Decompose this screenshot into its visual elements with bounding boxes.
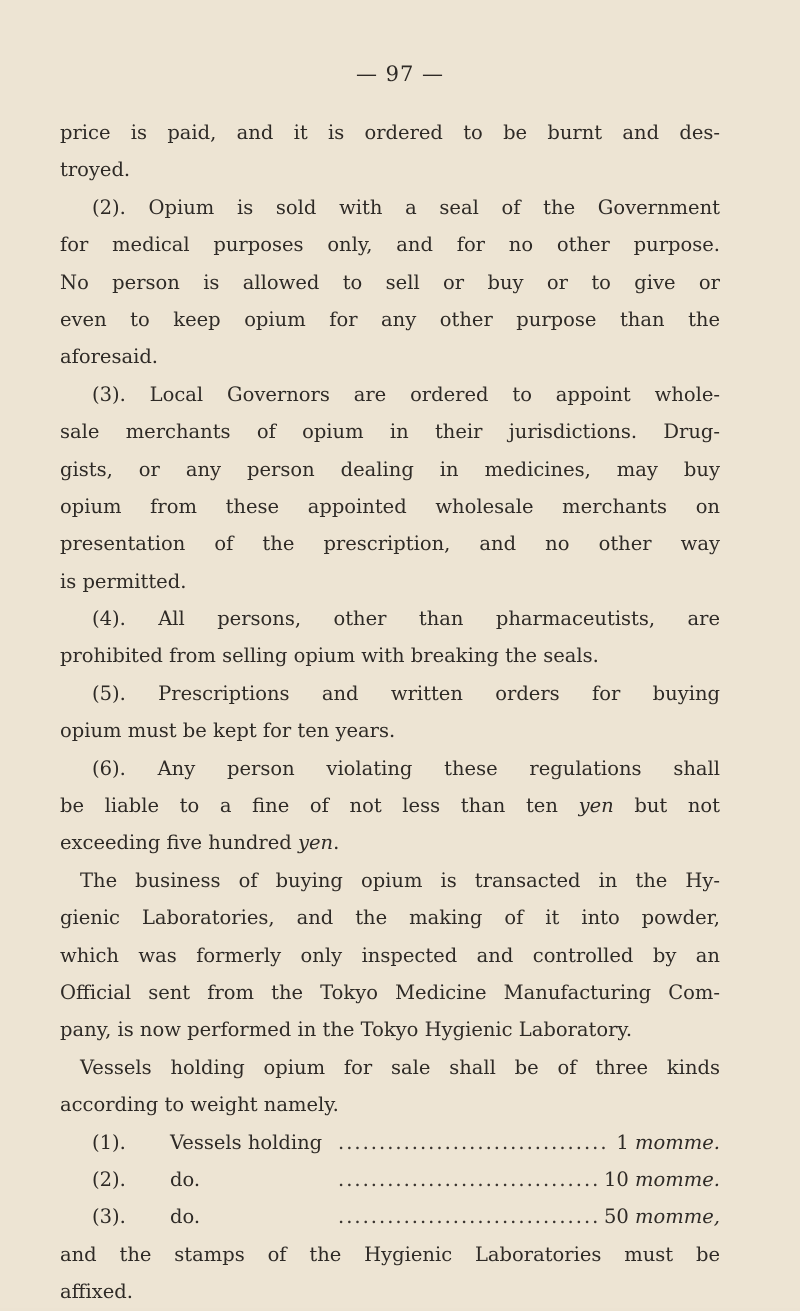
paragraph-closing (60, 1236, 720, 1311)
text-fragment: exceeding five hundred (60, 831, 298, 855)
vessel-number: (3). (92, 1205, 126, 1229)
text-line: for medical purposes only, and for no other purpose. (60, 233, 720, 257)
text-line: gists, or any person dealing in medicines, may buy (60, 457, 720, 481)
paragraph-item-4 (60, 600, 720, 675)
paragraph-business (60, 862, 720, 1049)
body-text (60, 114, 720, 1311)
paragraph-item-6 (60, 750, 720, 862)
text-fragment: be liable to a fine of not less than ten (60, 794, 579, 818)
vessel-row (60, 1161, 720, 1198)
text-line (60, 787, 720, 824)
text-line: sale merchants of opium in their jurisdictions. Drug- (60, 420, 720, 444)
paragraph-item-5 (60, 675, 720, 750)
text-line: No person is allowed to sell or buy or to give or (60, 270, 720, 294)
page-number: — 97 — (355, 62, 445, 86)
amount-value: 50 (604, 1205, 629, 1229)
text-line: which was formerly only inspected and controlled by an (60, 943, 720, 967)
text-line: opium from these appointed wholesale merchants on (60, 494, 720, 518)
text-line: (6). Any person violating these regulations shall (92, 756, 720, 780)
vessel-amount (598, 1198, 720, 1235)
vessel-number: (1). (92, 1130, 126, 1154)
amount-value: 10 (604, 1167, 629, 1191)
vessel-row (60, 1198, 720, 1235)
amount-unit: momme, (635, 1205, 720, 1229)
amount-unit: momme. (635, 1130, 720, 1154)
text-line: even to keep opium for any other purpose than the (60, 307, 720, 331)
text-fragment: . (333, 831, 340, 855)
vessel-row (60, 1124, 720, 1161)
vessel-number: (2). (92, 1167, 126, 1191)
text-fragment: but not (613, 794, 720, 818)
paragraph-item-2 (60, 189, 720, 376)
leader-dots (338, 1161, 598, 1198)
vessel-amount (598, 1161, 720, 1198)
text-line: pany, is now performed in the Tokyo Hygienic Laboratory. (60, 1018, 633, 1042)
text-line: price is paid, and it is ordered to be burnt and des- (60, 121, 720, 144)
text-line: Vessels holding opium for sale shall be of three kinds (80, 1055, 720, 1079)
text-line: (2). Opium is sold with a seal of the Government (92, 195, 720, 219)
paragraph-intro (60, 114, 720, 189)
amount-value: 1 (616, 1130, 629, 1154)
text-line: (3). Local Governors are ordered to appoint whole- (92, 382, 720, 406)
currency-word: yen (297, 831, 334, 855)
vessel-list (60, 1124, 720, 1236)
text-line: (5). Prescriptions and written orders for buying (92, 681, 720, 705)
currency-word: yen (578, 794, 614, 818)
text-line: opium must be kept for ten years. (60, 719, 396, 743)
text-line: prohibited from selling opium with breaking the seals. (60, 644, 599, 668)
text-line (60, 824, 720, 861)
leader-dots (338, 1124, 610, 1161)
vessel-label: Vessels holding (170, 1130, 323, 1154)
vessel-label: do. (170, 1205, 201, 1229)
text-line: The business of buying opium is transacted in the Hy- (80, 868, 720, 892)
text-line: presentation of the prescription, and no other way (60, 532, 720, 556)
text-line: and the stamps of the Hygienic Laboratories must be (60, 1242, 720, 1266)
vessel-label: do. (170, 1167, 201, 1191)
text-line: affixed. (60, 1280, 133, 1304)
text-line: is permitted. (60, 569, 187, 593)
paragraph-vessels-intro (60, 1049, 720, 1124)
paragraph-item-3 (60, 376, 720, 600)
text-line: according to weight namely. (60, 1093, 339, 1117)
leader-dots (338, 1198, 598, 1235)
text-line: aforesaid. (60, 345, 158, 369)
amount-unit: momme. (635, 1167, 720, 1191)
text-line: Official sent from the Tokyo Medicine Manufacturing Com- (60, 980, 720, 1004)
text-line: gienic Laboratories, and the making of it into powder, (60, 906, 720, 930)
vessel-amount (610, 1124, 720, 1161)
text-line: (4). All persons, other than pharmaceutists, are (92, 607, 720, 631)
text-line: troyed. (60, 158, 131, 182)
